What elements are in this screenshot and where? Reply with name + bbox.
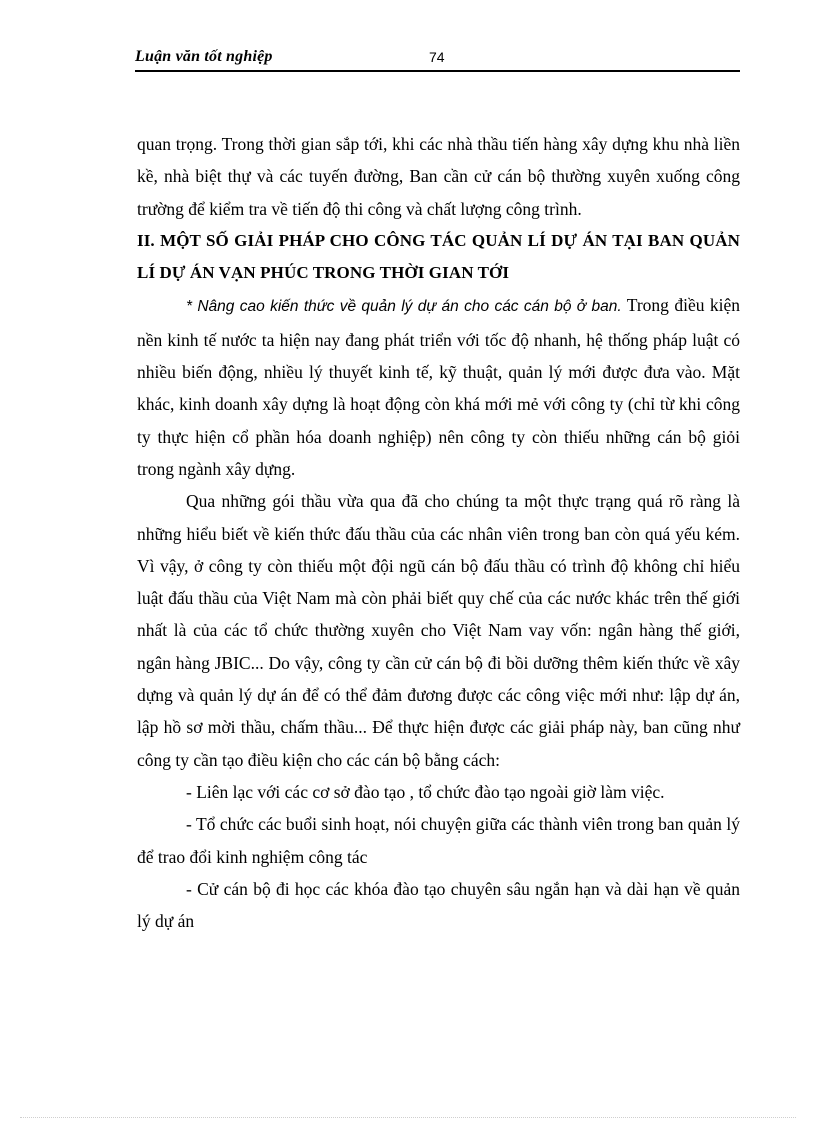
paragraph-knowledge-text: Trong điều kiện nền kinh tế nước ta hiện nay đang phát triển với tốc độ nhanh, hệ thống pháp luật có nhiều biến động, nhiều lý thuyết kinh tế, kỹ thuật, quản lý mới được đưa vào. Mặt khác, kinh doanh xây dựng là hoạt động còn khá mới mẻ với công ty (chỉ từ khi công ty thực hiện cổ phần hóa doanh nghiệp) nên công ty còn thiếu những cán bộ giỏi trong ngành xây dựng. [137,295,740,479]
header-divider [135,70,740,72]
document-title: Luận văn tốt nghiệp [135,48,273,65]
section-heading: II. MỘT SỐ GIẢI PHÁP CHO CÔNG TÁC QUẢN LÍ DỰ ÁN TẠI BAN QUẢN LÍ DỰ ÁN VẠN PHÚC TRONG THỜI GIAN TỚI [137,230,740,283]
paragraph-bidding: Qua những gói thầu vừa qua đã cho chúng ta một thực trạng quá rõ ràng là những hiểu biết về kiến thức đấu thầu của các nhân viên trong ban còn quá yếu kém. Vì vậy, ở công ty còn thiếu một đội ngũ cán bộ đấu thầu có trình độ không chỉ hiểu luật đấu thầu của Việt Nam mà còn phải biết quy chế của các nước khác trên thế giới nhất là của các tổ chức thường xuyên cho Việt Nam vay vốn: ngân hàng thế giới, ngân hàng JBIC... Do vậy, công ty cần cử cán bộ đi bồi dưỡng thêm kiến thức về xây dựng và quản lý dự án để có thể đảm đương được các công việc mới như: lập dự án, lập hồ sơ mời thầu, chấm thầu... Để thực hiện được các giải pháp này, ban cũng như công ty cần tạo điều kiện cho các cán bộ bằng cách: [137,491,740,770]
page-number: 74 [429,49,445,65]
bullet-item: - Tổ chức các buổi sinh hoạt, nói chuyện giữa các thành viên trong ban quản lý để trao đổi kinh nghiệm công tác [137,814,740,867]
italic-lead-text: * Nâng cao kiến thức về quản lý dự án cho các cán bộ ở ban. [186,298,622,316]
bullet-item: - Cử cán bộ đi học các khóa đào tạo chuyên sâu ngắn hạn và dài hạn về quản lý dự án [137,878,740,932]
page-header [135,48,740,70]
footer-divider [20,1117,796,1118]
paragraph-continuation: quan trọng. Trong thời gian sắp tới, khi các nhà thầu tiến hàng xây dựng khu nhà liền kề, nhà biệt thự và các tuyến đường, Ban cần cử cán bộ thường xuyên xuống công trường để kiểm tra về tiến độ thi công và chất lượng công trình. [137,134,740,219]
bullet-item: - Liên lạc với các cơ sở đào tạo , tổ chức đào tạo ngoài giờ làm việc. [186,781,665,802]
page-body [137,128,740,937]
paragraph-knowledge [137,289,740,485]
